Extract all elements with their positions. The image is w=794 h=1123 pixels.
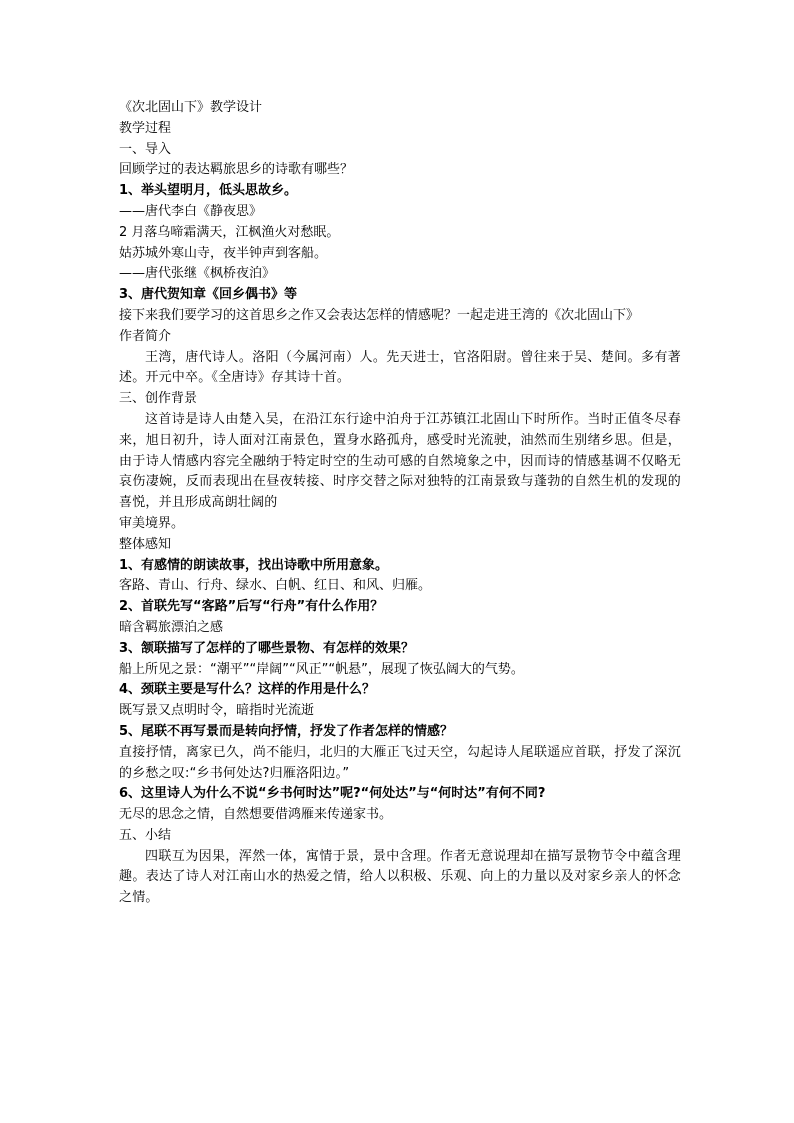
answer-5: 直接抒情，离家已久，尚不能归，北归的大雁正飞过天空，勾起诗人尾联遥应首联，抒发了深沉的乡愁之叹:“乡书何处达?归雁洛阳边。” xyxy=(119,744,681,781)
transition-text: 接下来我们要学习的这首思乡之作又会表达怎样的情感呢？一起走进王湾的《次北固山下》 xyxy=(119,307,640,323)
poem1-line: 1、举头望明月，低头思故乡。 xyxy=(119,183,298,199)
section-heading-background: 三、创作背景 xyxy=(119,391,198,407)
question-6: 6、这里诗人为什么不说“乡书何时达”呢?“何处达”与“何时达”有何不同? xyxy=(119,786,546,802)
summary-paragraph: 四联互为因果，浑然一体，寓情于景，景中含理。作者无意说理却在描写景物节令中蕴含理趣。表达了诗人对江南山水的热爱之情，给人以积极、乐观、向上的力量以及对家乡亲人的怀念之情。 xyxy=(119,848,681,906)
answer-6: 无尽的思念之情，自然想要借鸿雁来传递家书。 xyxy=(119,807,393,823)
question-1: 1、有感情的朗读故事，找出诗歌中所用意象。 xyxy=(119,557,389,573)
answer-3: 船上所见之景：“潮平”“岸阔”“风正”“帆悬”，展现了恢弘阔大的气势。 xyxy=(119,661,524,677)
background-paragraph-tail: 审美境界。 xyxy=(119,515,185,531)
author-heading: 作者简介 xyxy=(119,328,172,344)
poem3-line: 3、唐代贺知章《回乡偶书》等 xyxy=(119,287,298,303)
overall-heading: 整体感知 xyxy=(119,536,172,552)
document-page xyxy=(119,98,681,909)
question-4: 4、颈联主要是写什么？这样的作用是什么？ xyxy=(119,682,376,698)
question-2: 2、首联先写“客路”后写“行舟”有什么作用？ xyxy=(119,599,384,615)
question-3: 3、颔联描写了怎样的了哪些景物、有怎样的效果？ xyxy=(119,640,415,656)
section-heading-intro: 一、导入 xyxy=(119,141,172,157)
intro-question: 回顾学过的表达羁旅思乡的诗歌有哪些？ xyxy=(119,162,354,178)
question-5: 5、尾联不再写景而是转向抒情，抒发了作者怎样的情感？ xyxy=(119,723,454,739)
poem2-line1: 2 月落乌啼霜满天，江枫渔火对愁眠。 xyxy=(119,224,340,240)
heading-teaching-process: 教学过程 xyxy=(119,120,172,136)
poem2-line2: 姑苏城外寒山寺，夜半钟声到客船。 xyxy=(119,245,328,261)
background-paragraph: 这首诗是诗人由楚入吴，在沿江东行途中泊舟于江苏镇江北固山下时所作。当时正值冬尽春来，旭日初升，诗人面对江南景色，置身水路孤舟，感受时光流驶，油然而生别绪乡思。但是，由于诗人情感内容完全融纳于特定时空的生动可感的自然境象之中，因而诗的情感基调不仅略无哀伤凄婉，反而表现出在昼夜转接、时序交替之际对独特的江南景致与蓬勃的自然生机的发现的喜悦，并且形成高朗壮阔的 xyxy=(119,411,681,511)
answer-1: 客路、青山、行舟、绿水、白帆、红日、和风、归雁。 xyxy=(119,578,432,594)
document-title: 《次北固山下》教学设计 xyxy=(119,100,263,115)
author-paragraph: 王湾，唐代诗人。洛阳（今属河南）人。先天进士，官洛阳尉。曾往来于吴、楚间。多有著述。开元中卒。《全唐诗》存其诗十首。 xyxy=(119,349,681,386)
poem1-source: ——唐代李白《静夜思》 xyxy=(119,203,263,219)
poem2-source: ——唐代张继《枫桥夜泊》 xyxy=(119,266,276,282)
answer-4: 既写景又点明时令，暗指时光流逝 xyxy=(119,703,315,719)
section-heading-summary: 五、小结 xyxy=(119,827,172,843)
answer-2: 暗含羁旅漂泊之感 xyxy=(119,619,224,635)
